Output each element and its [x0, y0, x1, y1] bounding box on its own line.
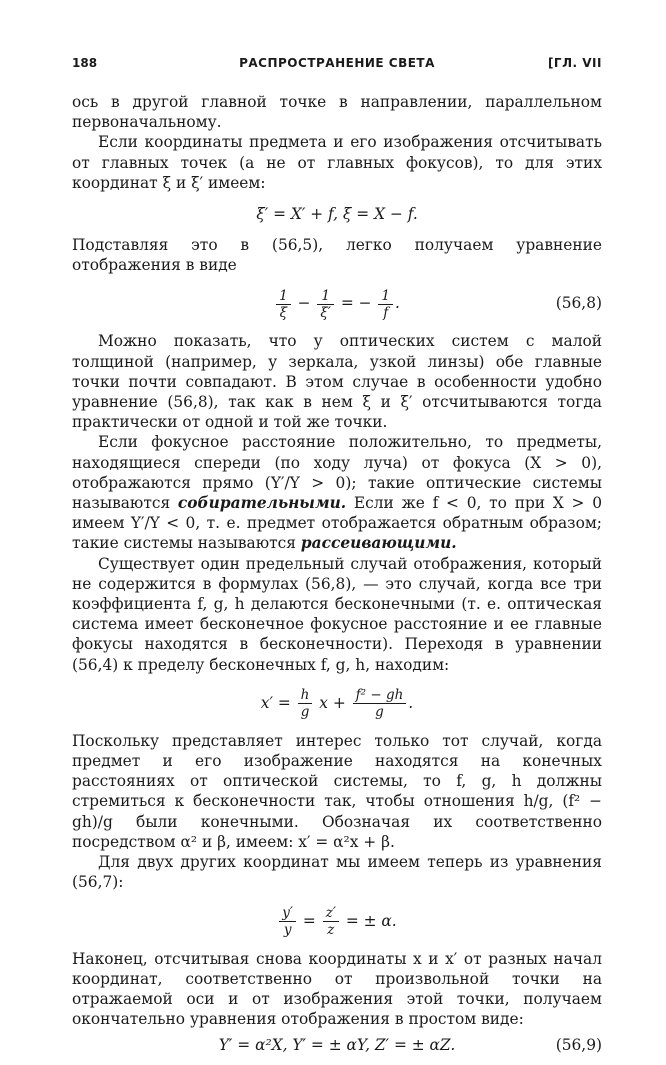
equation-limit: x′ = $\frac{h}{g}$ x + $\frac{\text{f² − gh}}{g}$ .	[260, 687, 414, 721]
page-number: 188	[72, 56, 98, 70]
equation-xi: ξ′ = X′ + f, ξ = X − f.	[256, 205, 418, 224]
fraction: $\frac{1}{\xi'}$	[317, 288, 334, 321]
fraction: $\frac{y'}{y}$	[279, 905, 296, 938]
fraction: $\frac{z'}{z}$	[323, 905, 339, 938]
paragraph-9: Наконец, отсчитывая снова координаты x и x′ от разных начал координат, соответственно от произвольной точки на отражаемой оси и от изображения этой точки, получаем окончательно уравнения отображения в простом виде:	[72, 949, 602, 1029]
paragraph-3: Подставляя это в (56,5), легко получаем уравнение отображения в виде	[72, 236, 602, 275]
page-body	[72, 92, 602, 1059]
term-diverging: рассеивающими.	[300, 534, 457, 553]
paragraph-1: ось в другой главной точке в направлении, параллельном первоначальному.	[72, 93, 602, 132]
fraction: $\frac{h}{g}$	[298, 687, 313, 720]
equation-56-8: $\frac{1}{\xi}$ − $\frac{1}{\xi'}$ = − $\frac{1}{f}$ . (56,8)	[72, 281, 602, 325]
paragraph-7: Поскольку представляет интерес только тот случай, когда предмет и его изображение находятся на конечных расстояниях от оптической системы, то f, g, h должны стремиться к бесконечности так, чтобы отношения h/g, (f² − gh)/g были конечными. Обозначая их соответственно посредством α² и β, имеем: x′ = α²x + β.	[72, 731, 602, 851]
running-title: РАСПРОСТРАНЕНИЕ СВЕТА	[239, 56, 435, 70]
paragraph-6: Существует один предельный случай отображения, который не содержится в формулах (56,8), — это случай, когда все три коэффициента f, g, h делаются бесконечными (т. е. оптическая система имеет бесконечное фокусное расстояние и ее главные фокусы находятся в бесконечности). Переходя в уравнении (56,4) к пределу бесконечных f, g, h, находим:	[72, 554, 602, 674]
fraction: $\frac{1}{\xi}$	[276, 288, 291, 321]
equation-number: (56,9)	[555, 1036, 602, 1055]
fraction: $\frac{1}{f}$	[378, 288, 393, 321]
chapter-label: [ГЛ. VII	[547, 56, 602, 70]
paragraph-2: Если координаты предмета и его изображения отсчитывать от главных точек (а не от главных фокусов), то для этих координат ξ и ξ′ имеем:	[72, 133, 602, 192]
term-collecting: собирательными.	[177, 494, 347, 513]
paragraph-5: Если фокусное расстояние положительно, то предметы, находящиеся спереди (по ходу луча) от фокуса (X > 0), отображаются прямо (Y′/Y > 0); такие оптические системы называются собирательными. Если же f < 0, то при X > 0 имеем Y′/Y < 0, т. е. предмет отображается обратным образом; такие системы называются рассеивающими.	[72, 433, 602, 553]
equation-56-9: Y′ = α²X, Y′ = ± αY, Z′ = ± αZ. (56,9)	[72, 1031, 602, 1059]
paragraph-8: Для двух других координат мы имеем теперь из уравнения (56,7):	[72, 853, 602, 892]
equation-number: (56,8)	[555, 294, 602, 313]
paragraph-4: Можно показать, что у оптических систем с малой толщиной (например, у зеркала, узкой линзы) обе главные точки почти совпадают. В этом случае в особенности удобно уравнение (56,8), так как в нем ξ и ξ′ отсчитываются тогда практически от одной и той же точки.	[72, 332, 602, 432]
equation-y-z: $\frac{y'}{y}$ = $\frac{z'}{z}$ = ± α.	[72, 899, 602, 943]
running-header	[72, 56, 602, 78]
fraction: $\frac{\text{f² − gh}}{g}$	[353, 687, 407, 720]
book-page	[72, 56, 602, 1065]
